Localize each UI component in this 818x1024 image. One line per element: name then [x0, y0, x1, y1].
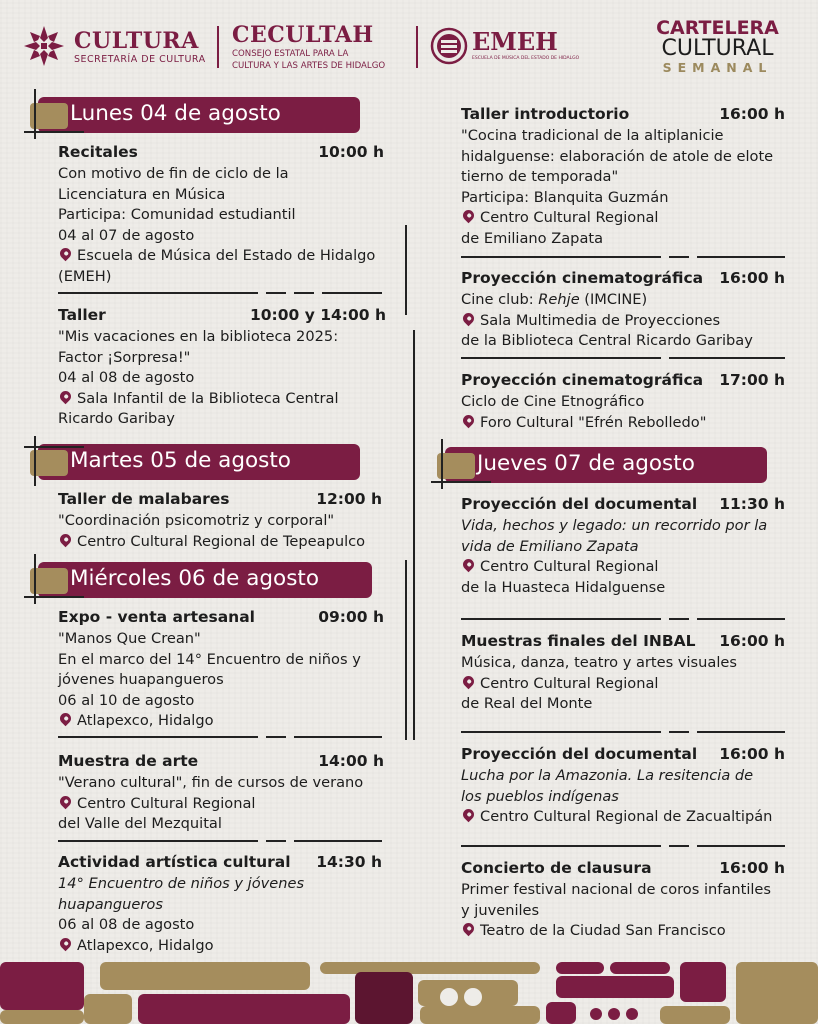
location-pin-icon: [461, 310, 477, 326]
event-date: 04 al 08 de agosto: [58, 369, 195, 386]
event-place: Sala Multimedia de Proyecciones: [480, 311, 721, 329]
location-pin-icon: [58, 531, 74, 547]
day-banner-miercoles: [30, 562, 372, 598]
column-divider: [405, 560, 407, 740]
divider: [669, 256, 689, 258]
day-banner-martes: [30, 444, 360, 480]
event-date: 06 al 10 de agosto: [58, 691, 195, 709]
location-pin-icon: [461, 807, 477, 823]
event-title: Taller introductorio: [461, 105, 630, 123]
event-place: Atlapexco, Hidalgo: [77, 936, 214, 954]
divider: [461, 357, 661, 359]
event-detail: "Cocina tradicional de la altiplanicie: [461, 127, 724, 144]
event-malabares: [58, 489, 382, 552]
event-detail: jóvenes huapangueros: [58, 671, 224, 688]
divider: [669, 618, 689, 620]
divider: [322, 292, 382, 294]
header-divider: [217, 26, 219, 68]
event-place: Centro Cultural Regional de Tepeapulco: [77, 532, 366, 550]
cultura-subtitle: SECRETARÍA DE CULTURA: [74, 54, 206, 65]
cartelera-title: [640, 18, 795, 76]
event-title: Proyección del documental: [461, 495, 698, 513]
event-place: Escuela de Música del Estado de Hidalgo: [77, 247, 376, 264]
event-title: Proyección cinematográfica: [461, 371, 704, 389]
day-label: Lunes 04 de agosto: [70, 101, 281, 126]
event-detail: Ciclo de Cine Etnográfico: [461, 393, 645, 410]
cecultah-line1: CONSEJO ESTATAL PARA LA: [232, 49, 349, 59]
event-detail: "Verano cultural", fin de cursos de verano: [58, 774, 364, 791]
event-time: 16:00 h: [719, 632, 785, 650]
event-time: 16:00 h: [719, 105, 785, 123]
event-time: 16:00 h: [719, 269, 785, 287]
event-place: de la Huasteca Hidalguense: [461, 578, 666, 596]
emeh-emblem-icon: [430, 27, 468, 65]
divider: [294, 292, 314, 294]
location-pin-icon: [461, 412, 477, 428]
event-documental-2: [461, 744, 785, 828]
event-place: Centro Cultural Regional: [480, 209, 659, 226]
event-detail: tierno de temporada": [461, 168, 619, 185]
event-concierto: [461, 858, 785, 942]
event-time: 12:00 h: [316, 490, 382, 508]
event-time: 10:00 y 14:00 h: [249, 306, 386, 324]
location-pin-icon: [58, 246, 74, 262]
event-detail: 14° Encuentro de niños y jóvenes: [58, 875, 305, 892]
event-date: 04 al 07 de agosto: [58, 226, 195, 244]
event-title: Expo - venta artesanal: [58, 608, 255, 626]
divider: [58, 840, 258, 842]
event-time: 10:00 h: [318, 143, 384, 161]
location-pin-icon: [461, 557, 477, 573]
cecultah-title: CECULTAH: [232, 22, 374, 48]
cultura-title: CULTURA: [74, 28, 199, 54]
location-pin-icon: [461, 673, 477, 689]
event-detail: Participa: Blanquita Guzmán: [461, 188, 669, 206]
event-place: Centro Cultural Regional: [480, 558, 659, 575]
event-detail: Vida, hechos y legado: un recorrido por la: [461, 517, 768, 534]
divider: [266, 292, 286, 294]
event-recitales: [58, 142, 384, 287]
event-title: Concierto de clausura: [461, 859, 652, 877]
event-inbal: [461, 631, 785, 715]
cartelera-line2: CULTURAL: [661, 36, 774, 61]
event-documental-1: [461, 494, 785, 598]
event-detail: Participa: Comunidad estudiantil: [58, 206, 296, 223]
event-time: 16:00 h: [719, 745, 785, 763]
event-detail: Licenciatura en Música: [58, 185, 226, 203]
divider: [461, 618, 661, 620]
divider: [697, 731, 785, 733]
event-taller: [58, 305, 386, 430]
cecultah-logo: [232, 22, 385, 72]
event-detail: Primer festival nacional de coros infantiles: [461, 881, 772, 898]
divider: [669, 357, 785, 359]
star-emblem-icon: [22, 24, 66, 68]
event-detail: Con motivo de fin de ciclo de la: [58, 165, 289, 182]
column-divider: [413, 330, 415, 740]
event-time: 14:00 h: [318, 752, 384, 770]
event-detail: Música, danza, teatro y artes visuales: [461, 654, 737, 671]
divider: [58, 736, 258, 738]
event-detail: "Coordinación psicomotriz y corporal": [58, 512, 335, 529]
divider: [266, 736, 286, 738]
event-detail: En el marco del 14° Encuentro de niños y: [58, 650, 361, 668]
event-title: Taller de malabares: [58, 490, 230, 508]
divider: [669, 731, 689, 733]
event-place: Atlapexco, Hidalgo: [77, 712, 214, 729]
event-place: Teatro de la Ciudad San Francisco: [480, 922, 726, 939]
day-label: Miércoles 06 de agosto: [70, 566, 319, 591]
header-divider: [416, 26, 418, 68]
event-detail: hidalguense: elaboración de atole de elote: [461, 147, 774, 165]
divider: [58, 292, 258, 294]
event-place: Ricardo Garibay: [58, 410, 175, 427]
event-title: Proyección del documental: [461, 745, 698, 763]
event-muestra-arte: [58, 751, 384, 835]
divider: [697, 618, 785, 620]
location-pin-icon: [58, 935, 74, 951]
event-detail: Cine club: Rehje (IMCINE): [461, 291, 648, 308]
event-date: 06 al 08 de agosto: [58, 916, 195, 933]
event-detail: Factor ¡Sorpresa!": [58, 348, 191, 366]
event-title: Taller: [58, 306, 106, 324]
event-detail: vida de Emiliano Zapata: [461, 537, 639, 555]
event-place: (EMEH): [58, 267, 112, 285]
event-title: Proyección cinematográfica: [461, 269, 704, 287]
event-place: Foro Cultural "Efrén Rebolledo": [480, 413, 707, 431]
event-detail: "Manos Que Crean": [58, 630, 201, 647]
location-pin-icon: [461, 921, 477, 937]
divider: [461, 256, 661, 258]
event-taller-introductorio: [461, 104, 785, 249]
event-place: Centro Cultural Regional de Zacualtipán: [480, 808, 773, 825]
event-place: del Valle del Mezquital: [58, 815, 222, 832]
emeh-subtitle: ESCUELA DE MÚSICA DEL ESTADO DE HIDALGO: [472, 56, 580, 61]
divider: [461, 845, 661, 847]
location-pin-icon: [461, 208, 477, 224]
divider: [461, 731, 661, 733]
day-label: Jueves 07 de agosto: [477, 451, 695, 476]
event-place: Centro Cultural Regional: [77, 794, 256, 812]
column-divider: [405, 225, 407, 315]
day-label: Martes 05 de agosto: [70, 448, 291, 473]
event-detail: "Mis vacaciones en la biblioteca 2025:: [58, 328, 339, 345]
cartelera-line1: CARTELERA: [656, 17, 779, 39]
event-time: 17:00 h: [719, 371, 785, 389]
event-cine2: [461, 370, 785, 433]
event-place: de la Biblioteca Central Ricardo Garibay: [461, 332, 753, 349]
event-time: 09:00 h: [318, 608, 384, 626]
divider: [266, 840, 286, 842]
cecultah-line2: CULTURA Y LAS ARTES DE HIDALGO: [232, 61, 386, 71]
event-title: Recitales: [58, 143, 138, 161]
event-cine1: [461, 268, 785, 352]
event-place: de Real del Monte: [461, 695, 593, 712]
divider: [697, 256, 785, 258]
event-expo: [58, 607, 384, 732]
divider: [697, 845, 785, 847]
event-place: Sala Infantil de la Biblioteca Central: [77, 389, 339, 407]
event-time: 14:30 h: [316, 853, 382, 871]
day-banner-jueves: [437, 447, 767, 483]
event-title: Muestra de arte: [58, 752, 199, 770]
event-place: Centro Cultural Regional: [480, 674, 659, 692]
divider: [669, 845, 689, 847]
day-banner-lunes: [30, 97, 360, 133]
divider: [294, 736, 382, 738]
event-title: Muestras finales del INBAL: [461, 632, 696, 650]
event-title: Actividad artística cultural: [58, 853, 291, 871]
event-time: 11:30 h: [719, 495, 785, 513]
event-place: de Emiliano Zapata: [461, 229, 604, 247]
event-detail: los pueblos indígenas: [461, 787, 619, 805]
event-actividad: [58, 852, 382, 956]
emeh-title: EMEH: [472, 27, 558, 56]
event-time: 16:00 h: [719, 859, 785, 877]
cartelera-line3: SEMANAL: [662, 60, 773, 75]
location-pin-icon: [58, 388, 74, 404]
location-pin-icon: [58, 793, 74, 809]
event-detail: huapangueros: [58, 895, 163, 913]
event-detail: Lucha por la Amazonia. La resitencia de: [461, 767, 754, 784]
event-detail: y juveniles: [461, 901, 540, 919]
location-pin-icon: [58, 711, 74, 727]
divider: [294, 840, 382, 842]
